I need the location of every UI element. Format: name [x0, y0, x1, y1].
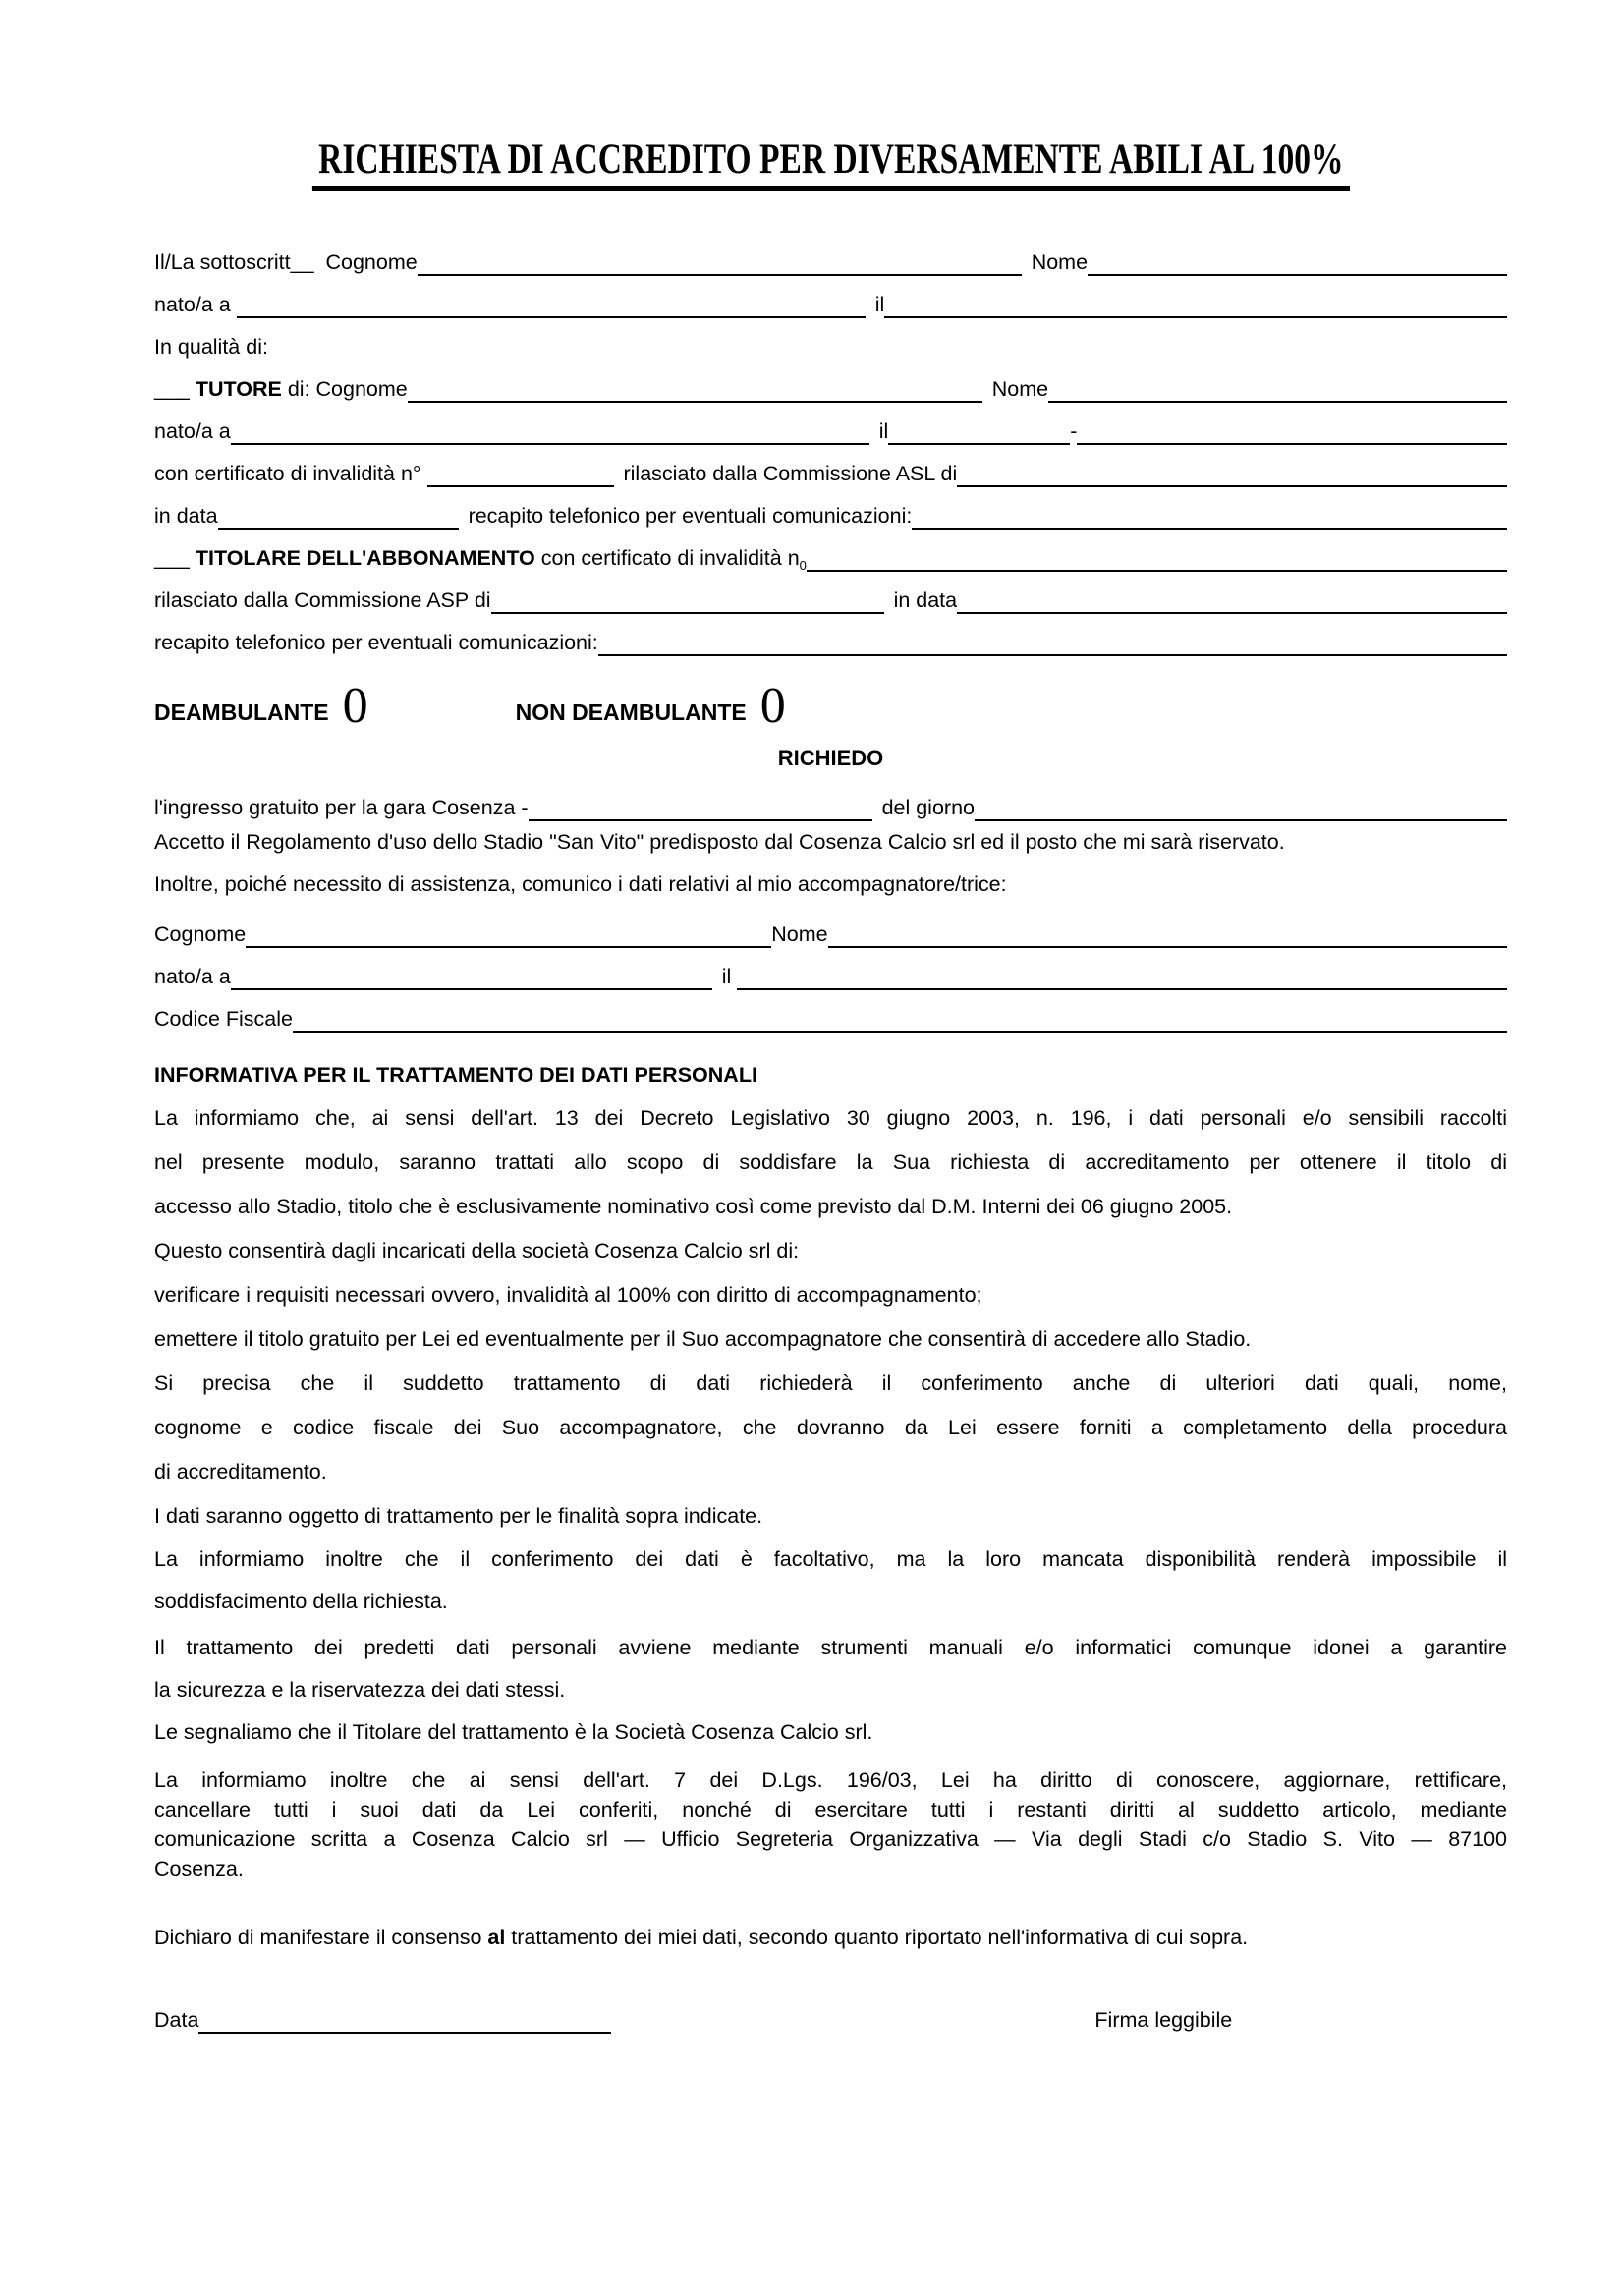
recapito2-blank — [598, 650, 1507, 656]
privacy-p1-line: accesso allo Stadio, titolo che è esclusivamente nominativo così come previsto dal D.M. Interni dei 06 giugno 2005. — [154, 1195, 1233, 1218]
tutore-nato-blank — [231, 439, 869, 445]
privacy-p10-line: comunicazione scritta a Cosenza Calcio srl — Ufficio Segreteria Organizzativa — Via degli Stadi c/o Stadio S. Vito — 87100 — [154, 1827, 1507, 1851]
assistenza-paragraph: Inoltre, poiché necessito di assistenza, comunico i dati relativi al mio accompagnatore/trice: — [154, 872, 1007, 896]
titolare-label: TITOLARE DELL'ABBONAMENTO — [195, 546, 535, 570]
certificato-num-blank — [427, 481, 614, 487]
data-blank — [198, 2028, 611, 2034]
acc-il-label: il — [721, 965, 738, 988]
recapito-blank — [912, 524, 1507, 530]
acc-nato-blank — [231, 984, 712, 990]
codice-fiscale-blank — [293, 1027, 1507, 1033]
asp-in-data-label: in data — [893, 588, 958, 612]
asp-in-data-blank — [957, 608, 1507, 614]
tutore-label: TUTORE — [195, 377, 282, 401]
privacy-p7-line: La informiamo inoltre che il conferimento dei dati è facoltativo, ma la loro mancata disponibilità renderà impossibile il — [154, 1547, 1507, 1571]
il-blank — [884, 312, 1507, 318]
gara-line — [154, 779, 1507, 821]
superscript-zero: 0 — [799, 558, 807, 573]
consent-text-pre: Dichiaro di manifestare il consenso — [154, 1926, 488, 1949]
privacy-paragraph-7 — [154, 1539, 1507, 1623]
tutore-nato-label: nato/a a — [154, 420, 231, 443]
tutore-cognome-blank — [408, 397, 982, 403]
privacy-paragraph-8 — [154, 1627, 1507, 1711]
data-label: Data — [154, 2008, 199, 2032]
il-label: il — [874, 293, 885, 316]
cognome-blank — [418, 270, 1022, 276]
privacy-paragraph-3: verificare i requisiti necessari ovvero, invalidità al 100% con diritto di accompagnamento; — [154, 1283, 982, 1307]
privacy-p1-line: La informiamo che, ai sensi dell'art. 13 dei Decreto Legislativo 30 giugno 2003, n. 196, i dati personali e/o sensibili raccolti — [154, 1106, 1507, 1130]
regolamento-paragraph: Accetto il Regolamento d'uso dello Stadio "San Vito" predisposto dal Cosenza Calcio srl ed il posto che mi sarà riservato. — [154, 830, 1285, 854]
richiedo-heading: RICHIEDO — [777, 746, 884, 770]
nato-a-label: nato/a a — [154, 293, 237, 316]
acc-nome-label: Nome — [771, 923, 828, 946]
tutore-il-label: il — [878, 420, 889, 443]
consent-statement — [154, 1923, 1507, 1952]
tutore-birth-line — [154, 403, 1507, 445]
privacy-p10-line: Cosenza. — [154, 1857, 244, 1880]
accompagnatore-name-line — [154, 906, 1507, 948]
commissione-asl-label: rilasciato dalla Commissione ASL di — [623, 462, 958, 485]
privacy-p5-line: cognome e codice fiscale dei Suo accompagnatore, che dovranno da Lei essere forniti a completamento della procedura — [154, 1416, 1507, 1439]
privacy-paragraph-5 — [154, 1362, 1507, 1494]
tutore-nome-label: Nome — [991, 377, 1049, 401]
nome-label: Nome — [1031, 251, 1089, 274]
certificato-asl-line — [154, 445, 1507, 487]
consent-text-bold: al — [487, 1926, 506, 1949]
nome-blank — [1088, 270, 1507, 276]
privacy-p8-line: Il trattamento dei predetti dati personali avviene mediante strumenti manuali e/o informatici comunque idonei a garantire — [154, 1636, 1507, 1659]
codice-fiscale-line — [154, 990, 1507, 1033]
acc-il-blank — [737, 984, 1507, 990]
codice-fiscale-label: Codice Fiscale — [154, 1007, 293, 1031]
degree-symbol: ° — [412, 462, 427, 485]
acc-cognome-blank — [246, 942, 771, 948]
tutore-nome-blank — [1048, 397, 1507, 403]
commissione-asp-line — [154, 572, 1507, 614]
recapito-label: recapito telefonico per eventuali comunicazioni: — [468, 504, 913, 528]
acc-nato-label: nato/a a — [154, 965, 231, 988]
title-row — [154, 138, 1507, 195]
privacy-paragraph-4: emettere il titolo gratuito per Lei ed eventualmente per il Suo accompagnatore che consentirà di accedere allo Stadio. — [154, 1327, 1252, 1351]
tutore-luogo-blank — [1077, 439, 1507, 445]
commissione-asp-blank — [491, 608, 884, 614]
privacy-p5-line: Si precisa che il suddetto trattamento di dati richiederà il conferimento anche di ulteriori dati quali, nome, — [154, 1372, 1507, 1395]
privacy-paragraph-1 — [154, 1096, 1507, 1229]
privacy-p10-line: La informiamo inoltre che ai sensi dell'art. 7 dei D.Lgs. 196/03, Lei ha diritto di conoscere, aggiornare, rettificare, — [154, 1768, 1507, 1792]
tutore-cognome-label: di: Cognome — [281, 377, 408, 401]
page-title: RICHIESTA DI ACCREDITO PER DIVERSAMENTE ABILI AL 100% — [312, 138, 1350, 191]
applicant-birth-line — [154, 276, 1507, 318]
del-giorno-label: del giorno — [881, 796, 975, 819]
privacy-p7-line: soddisfacimento della richiesta. — [154, 1590, 448, 1613]
privacy-p5-line: di accreditamento. — [154, 1460, 327, 1484]
applicant-name-line — [154, 234, 1507, 276]
commissione-asl-blank — [957, 481, 1507, 487]
recapito2-label: recapito telefonico per eventuali comunicazioni: — [154, 631, 598, 654]
acc-cognome-label: Cognome — [154, 923, 247, 946]
accompagnatore-birth-line — [154, 948, 1507, 990]
tutore-check-blank: ___ — [154, 377, 196, 401]
deambulante-label: DEAMBULANTE — [154, 700, 329, 725]
privacy-heading: INFORMATIVA PER IL TRATTAMENTO DEI DATI PERSONALI — [154, 1063, 757, 1087]
applicant-section — [154, 234, 1507, 656]
titolare-check-blank: ___ — [154, 546, 196, 570]
dash-label: - — [1070, 420, 1078, 443]
privacy-p10-line: cancellare tutti i suoi dati da Lei conferiti, nonché di esercitare tutti i restanti diritti al suddetto articolo, mediante — [154, 1798, 1507, 1821]
in-data-label: in data — [154, 504, 218, 528]
in-qualita-label: In qualità di: — [154, 335, 268, 359]
tutore-data-blank — [888, 439, 1070, 445]
non-deambulante-mark: 0 — [759, 678, 786, 734]
in-qualita-line — [154, 318, 1507, 361]
tutore-line — [154, 361, 1507, 403]
gara-label: l'ingresso gratuito per la gara Cosenza - — [154, 796, 529, 819]
nato-a-blank — [237, 312, 866, 318]
in-data-blank — [218, 524, 459, 530]
commissione-asp-label: rilasciato dalla Commissione ASP di — [154, 588, 491, 612]
recapito2-line — [154, 614, 1507, 656]
titolare-certificato-label: con certificato di invalidità n — [534, 546, 800, 570]
non-deambulante-label: NON DEAMBULANTE — [515, 700, 747, 725]
consent-text-post: trattamento dei miei dati, secondo quanto riportato nell'informativa di cui sopra. — [505, 1926, 1249, 1949]
privacy-p8-line: la sicurezza e la riservatezza dei dati stessi. — [154, 1678, 566, 1702]
mobility-row — [154, 672, 1507, 734]
in-data-recapito-line — [154, 487, 1507, 530]
privacy-paragraph-9: Le segnaliamo che il Titolare del trattamento è la Società Cosenza Calcio srl. — [154, 1720, 873, 1744]
sottoscritto-cognome-label: Il/La sottoscritt__ Cognome — [154, 251, 418, 274]
privacy-paragraph-2: Questo consentirà dagli incaricati della società Cosenza Calcio srl di: — [154, 1239, 800, 1262]
firma-leggibile-label: Firma leggibile — [1094, 2008, 1233, 2032]
signature-row — [154, 1991, 1507, 2034]
titolare-line — [154, 530, 1507, 572]
privacy-paragraph-10 — [154, 1765, 1507, 1883]
certificato-label: con certificato di invalidità n — [154, 462, 413, 485]
deambulante-mark: 0 — [342, 678, 368, 734]
titolare-certificato-blank — [807, 566, 1507, 572]
privacy-paragraph-6: I dati saranno oggetto di trattamento per le finalità sopra indicate. — [154, 1504, 763, 1528]
privacy-p1-line: nel presente modulo, saranno trattati allo scopo di soddisfare la Sua richiesta di accreditamento per ottenere il titolo di — [154, 1150, 1507, 1174]
acc-nome-blank — [828, 942, 1507, 948]
